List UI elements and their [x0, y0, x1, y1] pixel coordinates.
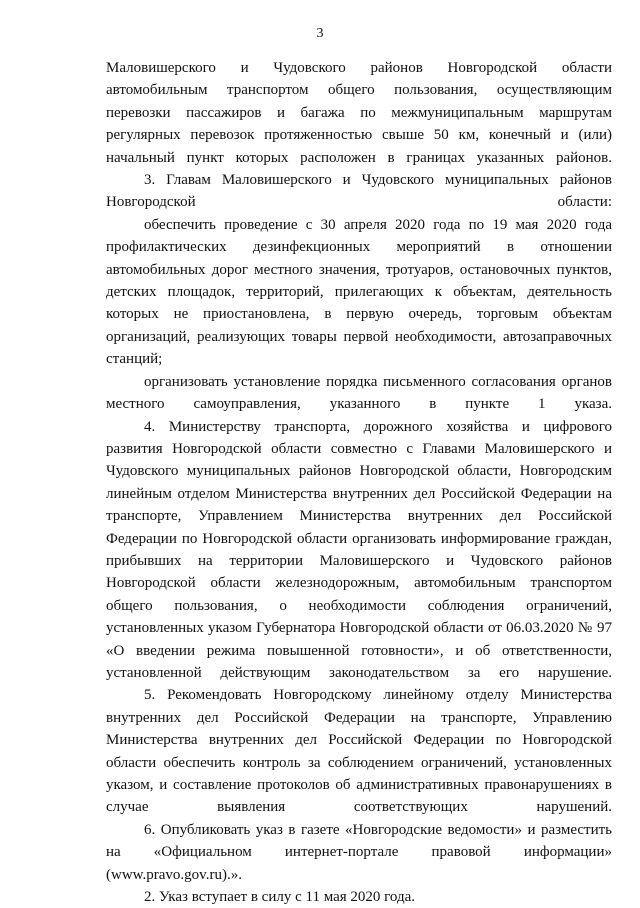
document-body: [106, 57, 612, 908]
paragraph-item-3-approval: организовать установление порядка письменного согласования органов местного самоуправления, указанного в пункте 1 указа.: [106, 373, 612, 413]
paragraph-item-4: 4. Министерству транспорта, дорожного хозяйства и цифрового развития Новгородской области совместно с Главами Маловишерского и Чудовского муниципальных районов Новгородской области, Новгородским линейным отделом Министерства внутренних дел Российской Федерации на транспорте, Управлением Министерства внутренних дел Российской Федерации по Новгородской области организовать информирование граждан, прибывших на территории Маловишерского и Чудовского районов Новгородской области железнодорожным, автомобильным транспортом общего пользования, о необходимости соблюдения ограничений, установленных указом Губернатора Новгородской области от 06.03.2020 № 97 «О введении режима повышенной готовности», и об ответственности, установленной действующим законодательством за его нарушение.: [106, 418, 612, 681]
paragraph-continuation: Маловишерского и Чудовского районов Новгородской области автомобильным транспортом общего пользования, осуществляющим перевозки пассажиров и багажа по межмуниципальным маршрутам регулярных перевозок протяженностью свыше 50 км, конечный и (или) начальный пункт которых расположен в границах указанных районов.: [106, 60, 612, 166]
paragraph-item-3-disinfection: обеспечить проведение с 30 апреля 2020 года по 19 мая 2020 года профилактических дезинфекционных мероприятий в отношении автомобильных дорог местного значения, тротуаров, остановочных пунктов, детских площадок, территорий, прилегающих к объектам, деятельность которых не приостановлена, в первую очередь, торговым объектам организаций, реализующих товары первой необходимости, автозаправочных станций;: [106, 216, 612, 368]
paragraph-item-5: 5. Рекомендовать Новгородскому линейному отделу Министерства внутренних дел Российской Федерации на транспорте, Управлению Министерства внутренних дел Российской Федерации по Новгородской области обеспечить контроль за соблюдением ограничений, установленных указом, и составление протоколов об административных правонарушениях в случае выявления соответствующих нарушений.: [106, 687, 612, 816]
page-number: 3: [316, 26, 324, 41]
paragraph-item-3: 3. Главам Маловишерского и Чудовского муниципальных районов Новгородской области:: [106, 172, 612, 211]
paragraph-effective-date: 2. Указ вступает в силу с 11 мая 2020 года.: [144, 889, 416, 906]
paragraph-item-6: 6. Опубликовать указ в газете «Новгородские ведомости» и разместить на «Официальном интернет-портале правовой информации» (www.pravo.gov.ru).».: [106, 821, 612, 883]
